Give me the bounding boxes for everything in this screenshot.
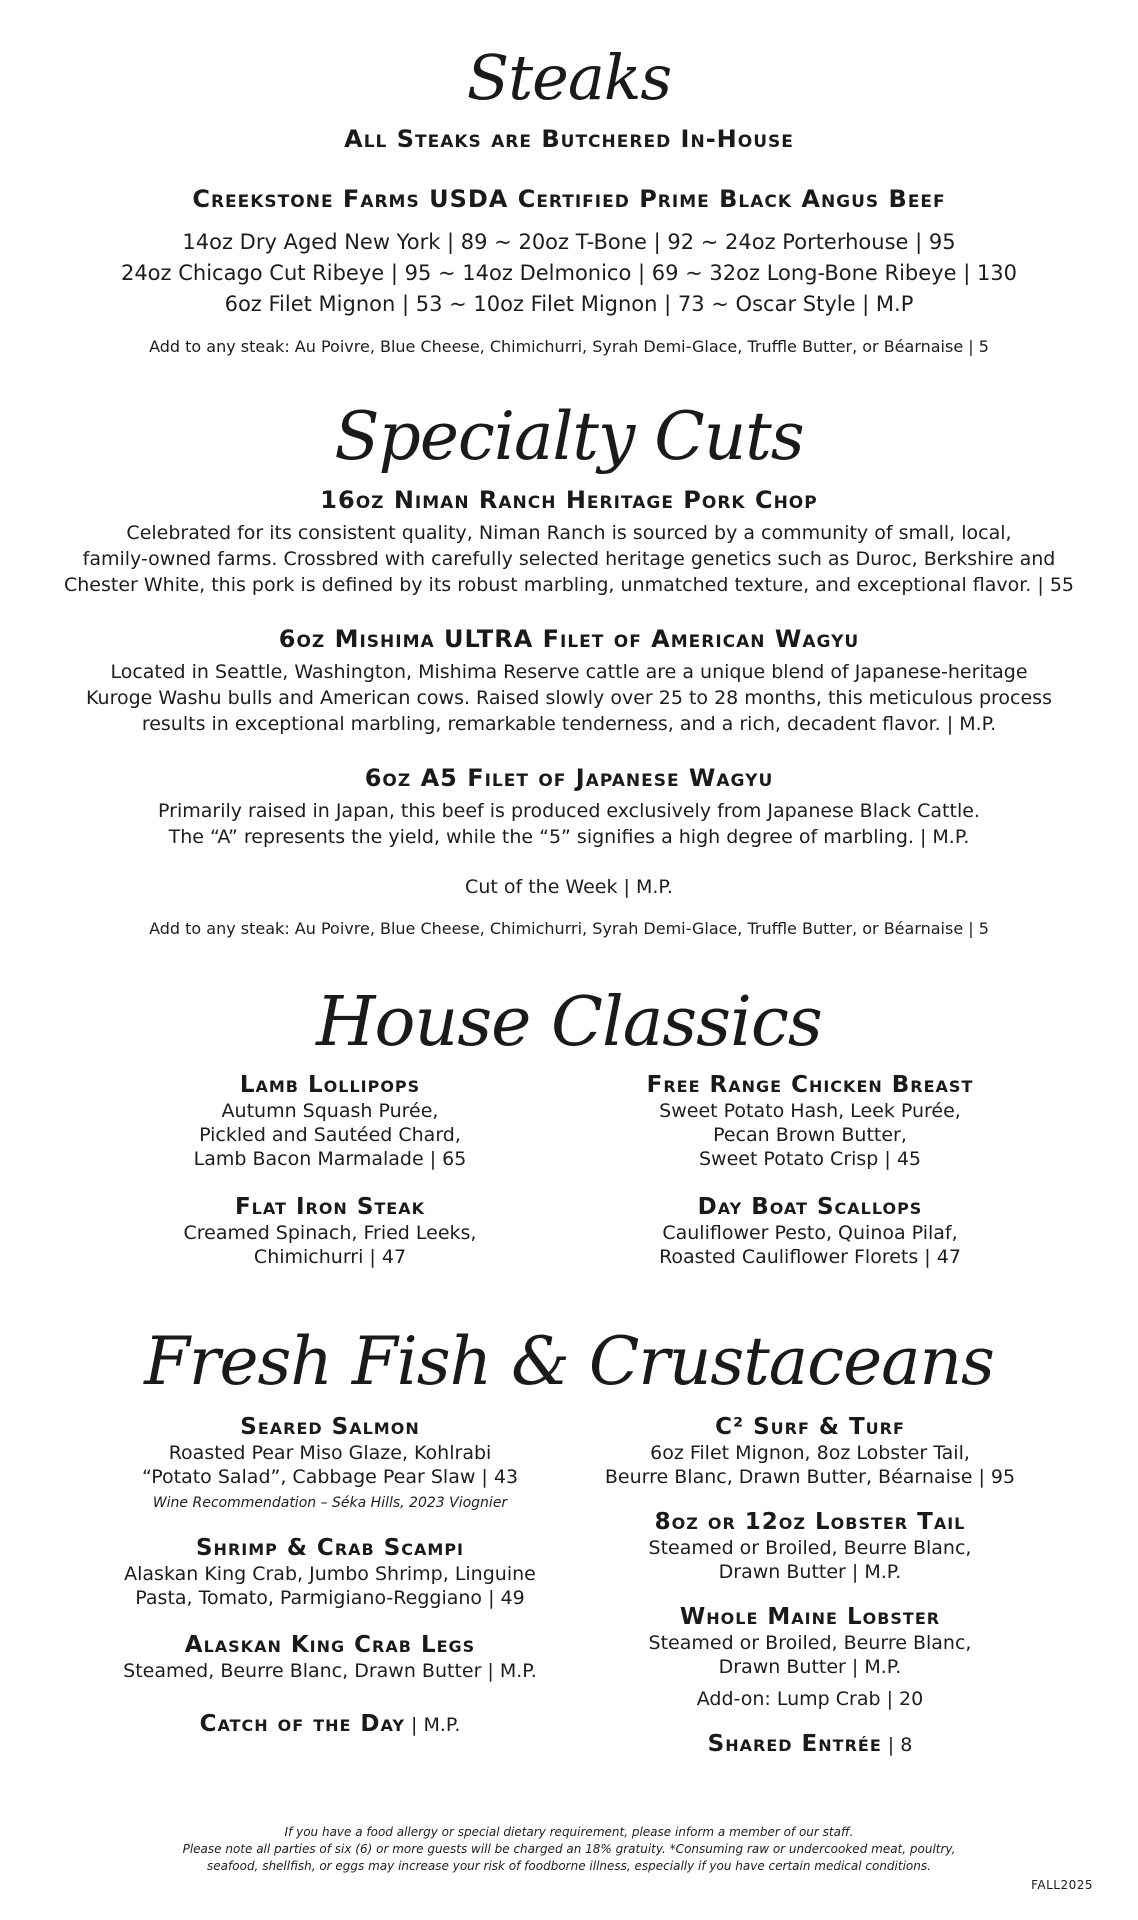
a5-name: 6oz A5 Filet of Japanese Wagyu xyxy=(364,764,774,792)
item-desc-line: Steamed or Broiled, Beurre Blanc, xyxy=(648,1537,972,1559)
steaks-subtitle: All Steaks are Butchered In-House xyxy=(344,125,794,153)
item-name: Shared Entrée xyxy=(707,1731,882,1757)
item-name: C² Surf & Turf xyxy=(715,1414,905,1440)
item-name: Day Boat Scallops xyxy=(697,1194,923,1220)
item-desc-line: Pecan Brown Butter, xyxy=(713,1124,907,1146)
item-addon: Add-on: Lump Crab | 20 xyxy=(696,1688,924,1710)
item-name: Shrimp & Crab Scampi xyxy=(195,1535,465,1561)
item-desc-line: Autumn Squash Purée, xyxy=(221,1100,439,1122)
item-desc-line: Steamed, Beurre Blanc, Drawn Butter | M.P. xyxy=(123,1660,537,1682)
fish-right-column xyxy=(575,1414,1045,1757)
item-name: 8oz or 12oz Lobster Tail xyxy=(654,1509,966,1535)
item-desc-line: Creamed Spinach, Fried Leeks, xyxy=(183,1222,477,1244)
item-name: Alaskan King Crab Legs xyxy=(184,1632,476,1658)
season-stamp: FALL2025 xyxy=(1031,1878,1093,1892)
mishima-name: 6oz Mishima ULTRA Filet of American Wagyu xyxy=(278,625,860,653)
item-desc-line: Cauliflower Pesto, Quinoa Pilaf, xyxy=(662,1222,958,1244)
item-price: | 8 xyxy=(881,1734,913,1756)
menu-item xyxy=(575,1509,1045,1584)
wine-recommendation: Wine Recommendation – Séka Hills, 2023 Viognier xyxy=(152,1495,508,1511)
item-price: | M.P. xyxy=(404,1714,461,1736)
item-desc-line: Steamed or Broiled, Beurre Blanc, xyxy=(648,1632,972,1654)
item-name: Seared Salmon xyxy=(240,1414,420,1440)
item-name: Catch of the Day xyxy=(199,1711,405,1737)
item-desc-line: Alaskan King Crab, Jumbo Shrimp, Linguine xyxy=(124,1563,536,1585)
classics-right-column xyxy=(575,1072,1045,1269)
steak-line-1: 14oz Dry Aged New York | 89 ~ 20oz T-Bone | 92 ~ 24oz Porterhouse | 95 xyxy=(182,230,956,254)
menu-item xyxy=(95,1535,565,1610)
a5-line-1: Primarily raised in Japan, this beef is produced exclusively from Japanese Black Cattle. xyxy=(158,800,980,822)
footer-line-2: Please note all parties of six (6) or more guests will be charged an 18% gratuity. *Consuming raw or undercooked meat, poultry, xyxy=(182,1842,956,1856)
classics-left-column xyxy=(95,1072,565,1269)
item-desc-line: Sweet Potato Hash, Leek Purée, xyxy=(659,1100,961,1122)
item-name: Lamb Lollipops xyxy=(239,1072,421,1098)
menu-item xyxy=(575,1604,1045,1711)
item-desc-line: 6oz Filet Mignon, 8oz Lobster Tail, xyxy=(650,1442,970,1464)
pork-chop-line-1: Celebrated for its consistent quality, Niman Ranch is sourced by a community of small, local, xyxy=(126,522,1012,544)
menu-item xyxy=(575,1731,1045,1757)
item-name: Whole Maine Lobster xyxy=(679,1604,941,1630)
steaks-addon: Add to any steak: Au Poivre, Blue Cheese, Chimichurri, Syrah Demi-Glace, Truffle Butter, or Béarnaise | 5 xyxy=(149,337,989,356)
item-desc-line: “Potato Salad”, Cabbage Pear Slaw | 43 xyxy=(141,1466,519,1488)
menu-item xyxy=(95,1711,565,1737)
mishima-line-2: Kuroge Washu bulls and American cows. Raised slowly over 25 to 28 months, this meticulous process xyxy=(86,687,1052,709)
item-desc-line: Sweet Potato Crisp | 45 xyxy=(698,1148,922,1170)
item-desc-line: Beurre Blanc, Drawn Butter, Béarnaise | 95 xyxy=(604,1466,1016,1488)
footer-line-3: seafood, shellfish, or eggs may increase your risk of foodborne illness, especially if you have certain medical conditions. xyxy=(207,1859,931,1873)
pork-chop-name: 16oz Niman Ranch Heritage Pork Chop xyxy=(320,486,818,514)
menu-item xyxy=(95,1194,565,1269)
steak-line-3: 6oz Filet Mignon | 53 ~ 10oz Filet Mignon | 73 ~ Oscar Style | M.P xyxy=(224,292,914,316)
item-desc-line: Pickled and Sautéed Chard, xyxy=(199,1124,461,1146)
cut-of-week: Cut of the Week | M.P. xyxy=(465,876,673,898)
menu-item xyxy=(95,1414,565,1513)
menu-item xyxy=(575,1072,1045,1171)
item-desc-line: Lamb Bacon Marmalade | 65 xyxy=(193,1148,467,1170)
fish-title: Fresh Fish & Crustaceans xyxy=(144,1323,994,1400)
item-desc-line: Roasted Pear Miso Glaze, Kohlrabi xyxy=(168,1442,492,1464)
item-name: Flat Iron Steak xyxy=(234,1194,426,1220)
mishima-line-3: results in exceptional marbling, remarkable tenderness, and a rich, decadent flavor. | M.P. xyxy=(141,713,997,735)
specialty-title: Specialty Cuts xyxy=(334,398,804,475)
menu-item xyxy=(575,1194,1045,1269)
item-name: Free Range Chicken Breast xyxy=(646,1072,974,1098)
item-desc-line: Drawn Butter | M.P. xyxy=(718,1656,902,1678)
fish-left-column xyxy=(95,1414,565,1737)
specialty-addon: Add to any steak: Au Poivre, Blue Cheese, Chimichurri, Syrah Demi-Glace, Truffle Butter, or Béarnaise | 5 xyxy=(149,919,989,938)
steak-line-2: 24oz Chicago Cut Ribeye | 95 ~ 14oz Delmonico | 69 ~ 32oz Long-Bone Ribeye | 130 xyxy=(120,261,1018,285)
beef-heading: Creekstone Farms USDA Certified Prime Black Angus Beef xyxy=(192,185,946,213)
classics-title: House Classics xyxy=(316,983,822,1062)
pork-chop-line-2: family-owned farms. Crossbred with carefully selected heritage genetics such as Duroc, Berkshire and xyxy=(82,548,1056,570)
menu-item xyxy=(575,1414,1045,1489)
a5-line-2: The “A” represents the yield, while the “5” signifies a high degree of marbling. | M.P. xyxy=(168,826,970,848)
item-desc-line: Drawn Butter | M.P. xyxy=(718,1561,902,1583)
pork-chop-line-3: Chester White, this pork is defined by its robust marbling, unmatched texture, and exceptional flavor. | 55 xyxy=(63,574,1075,596)
footer-line-1: If you have a food allergy or special dietary requirement, please inform a member of our staff. xyxy=(284,1825,854,1839)
steaks-title: Steaks xyxy=(466,41,672,114)
menu-item xyxy=(95,1072,565,1171)
item-desc-line: Chimichurri | 47 xyxy=(253,1246,407,1268)
item-desc-line: Roasted Cauliflower Florets | 47 xyxy=(659,1246,961,1268)
item-desc-line: Pasta, Tomato, Parmigiano-Reggiano | 49 xyxy=(135,1587,525,1609)
menu-item xyxy=(95,1632,565,1683)
mishima-line-1: Located in Seattle, Washington, Mishima Reserve cattle are a unique blend of Japanese-heritage xyxy=(110,661,1028,683)
